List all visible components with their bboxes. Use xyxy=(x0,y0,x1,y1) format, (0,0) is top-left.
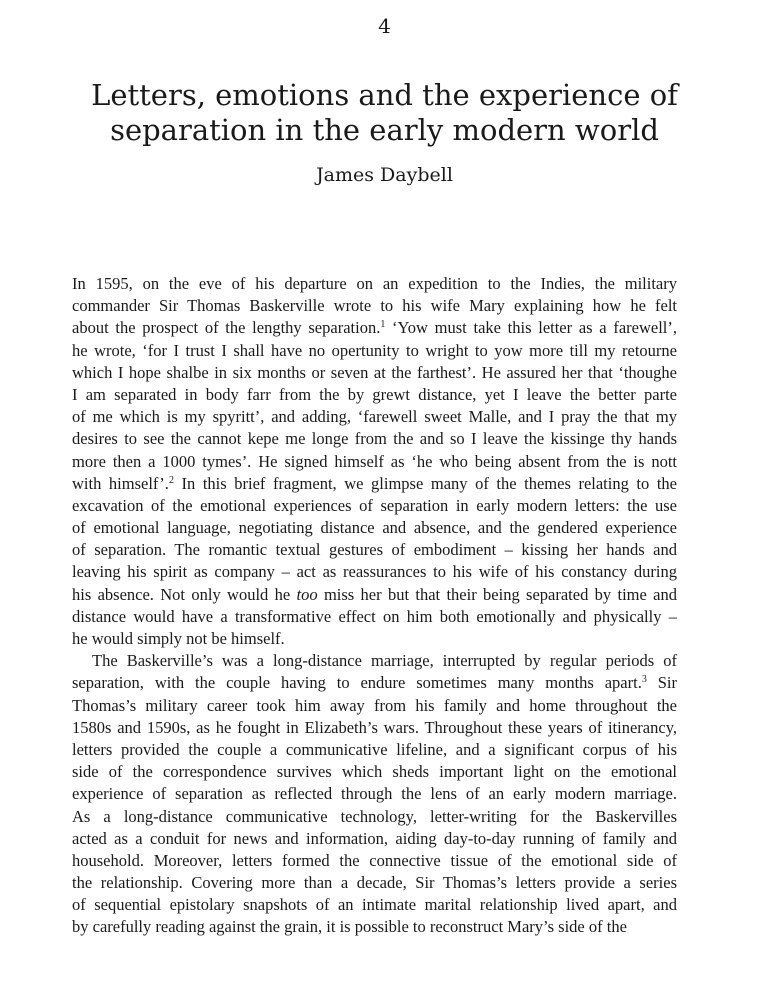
chapter-title-line: Letters, emotions and the experience of xyxy=(91,78,678,112)
text-line: household. Moreover, letters formed the connective tissue of the emotional side of xyxy=(72,850,677,870)
text-line: he would simply not be himself. xyxy=(72,629,285,648)
text-line: of emotional language, negotiating distance and absence, and the gendered experience xyxy=(72,518,677,538)
text-line: the relationship. Covering more than a decade, Sir Thomas’s letters provide a series xyxy=(72,873,677,893)
text-line: The Baskerville’s was a long-distance marriage, interrupted by regular periods of xyxy=(92,651,677,671)
body-text xyxy=(72,273,677,939)
text-line: leaving his spirit as company – act as reassurances to his wife of his constancy during xyxy=(72,562,677,582)
text-line: by carefully reading against the grain, it is possible to reconstruct Mary’s side of the xyxy=(72,917,627,937)
text-line: of separation. The romantic textual gestures of embodiment – kissing her hands and xyxy=(72,540,677,560)
chapter-number: 4 xyxy=(378,14,391,38)
text-line: excavation of the emotional experiences of separation in early modern letters: the use xyxy=(72,495,677,515)
text-line: distance would have a transformative effect on him both emotionally and physically – xyxy=(72,606,677,626)
text-line: which I hope shalbe in six months or seven at the farthest’. He assured her that ‘thoughe xyxy=(72,362,677,382)
text-line: separation, with the couple having to endure sometimes many months apart.$^3$ Sir xyxy=(72,673,677,693)
text-line: he wrote, ‘for I trust I shall have no opertunity to wright to yow more till my retourne xyxy=(72,340,677,360)
chapter-title-line: separation in the early modern world xyxy=(110,113,659,147)
text-line: I am separated in body farr from the by grewt distance, yet I leave the better parte xyxy=(72,384,677,404)
chapter-author: James Daybell xyxy=(316,164,453,186)
text-line: his absence. Not only would he too miss her but that their being separated by time and xyxy=(72,584,677,604)
text-line: of me which is my spyritt’, and adding, ‘farewell sweet Malle, and I pray the that my xyxy=(72,407,677,427)
text-line: side of the correspondence survives which sheds important light on the emotional xyxy=(72,762,677,782)
text-line: acted as a conduit for news and information, aiding day-to-day running of family and xyxy=(72,828,677,848)
chapter-title xyxy=(60,78,709,148)
text-line: Thomas’s military career took him away from his family and home throughout the xyxy=(72,695,677,715)
paragraph-1 xyxy=(72,273,677,650)
text-line: of sequential epistolary snapshots of an intimate marital relationship lived apart, and xyxy=(72,895,677,915)
paragraph-2 xyxy=(72,650,677,938)
text-line: desires to see the cannot kepe me longe from the and so I leave the kissinge thy hands xyxy=(72,429,677,449)
text-line: about the prospect of the lengthy separation.$^1$ ‘Yow must take this letter as a farewell’, xyxy=(72,318,677,338)
text-line: 1580s and 1590s, as he fought in Elizabeth’s wars. Throughout these years of itinerancy, xyxy=(72,717,677,737)
text-line: more then a 1000 tymes’. He signed himself as ‘he who being absent from the is nott xyxy=(72,451,677,471)
text-line: As a long-distance communicative technology, letter-writing for the Baskervilles xyxy=(72,806,677,826)
text-line: with himself’.$^2$ In this brief fragment, we glimpse many of the themes relating to the xyxy=(72,473,677,493)
text-line: commander Sir Thomas Baskerville wrote to his wife Mary explaining how he felt xyxy=(72,296,677,316)
text-line: letters provided the couple a communicative lifeline, and a significant corpus of his xyxy=(72,739,677,759)
text-line: experience of separation as reflected through the lens of an early modern marriage. xyxy=(72,784,677,804)
text-line: In 1595, on the eve of his departure on an expedition to the Indies, the military xyxy=(72,274,677,293)
